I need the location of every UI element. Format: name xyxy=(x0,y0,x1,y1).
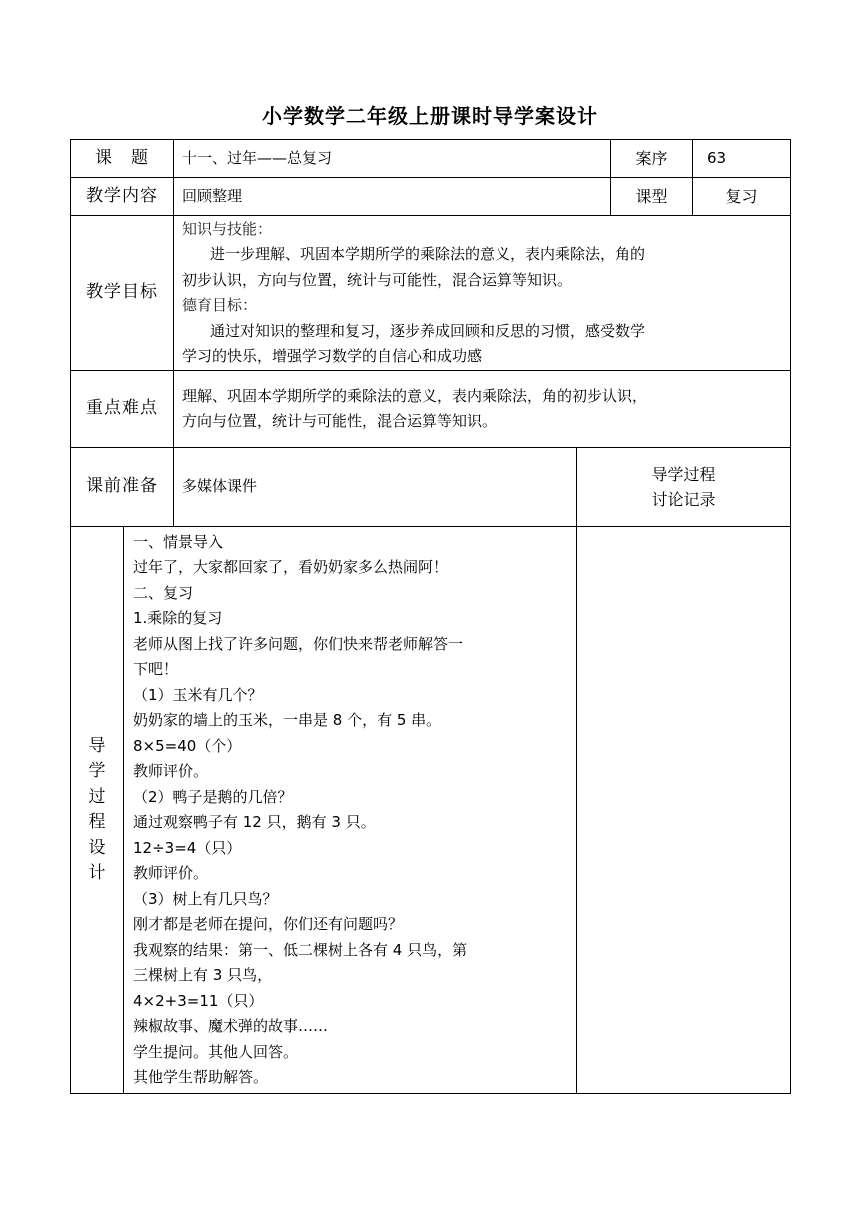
key-content xyxy=(174,371,791,448)
process-line: 老师从图上找了许多问题，你们快来帮老师解答一 xyxy=(133,634,464,653)
process-line: 教师评价。 xyxy=(133,762,209,780)
topic-label: 课 题 xyxy=(71,140,174,178)
key-row xyxy=(71,371,791,448)
type-label: 课型 xyxy=(611,178,693,216)
process-line: 学生提问。其他人回答。 xyxy=(133,1042,299,1061)
process-label xyxy=(71,527,124,1094)
key-line-2: 方向与位置，统计与可能性，混合运算等知识。 xyxy=(182,412,498,430)
moral-heading: 德育目标： xyxy=(182,296,258,314)
page-title: 小学数学二年级上册课时导学案设计 xyxy=(262,104,598,128)
process-line: 我观察的结果：第一、低二棵树上各有 4 只鸟，第 xyxy=(133,940,468,959)
knowledge-heading: 知识与技能： xyxy=(182,219,273,238)
process-line: 其他学生帮助解答。 xyxy=(133,1068,269,1086)
process-label-char: 计 xyxy=(88,863,106,883)
notes-heading-line-2: 讨论记录 xyxy=(651,490,716,509)
notes-heading xyxy=(577,448,791,527)
key-label: 重点难点 xyxy=(71,371,174,448)
process-line: 4×2+3=11（只） xyxy=(133,991,264,1010)
process-line: 刚才都是老师在提问，你们还有问题吗？ xyxy=(133,915,404,933)
topic-value: 十一、过年——总复习 xyxy=(174,140,611,178)
process-line: 教师评价。 xyxy=(133,864,209,882)
content-row xyxy=(71,178,791,216)
process-label-char: 学 xyxy=(88,761,106,781)
process-line: （2）鸭子是鹅的几倍？ xyxy=(133,787,293,806)
process-line: 三棵树上有 3 只鸟， xyxy=(133,966,273,984)
key-line-1: 理解、巩固本学期所学的乘除法的意义，表内乘除法，角的初步认识， xyxy=(182,386,648,405)
topic-row xyxy=(71,140,791,178)
process-line: 8×5=40（个） xyxy=(133,736,242,755)
process-line: 通过观察鸭子有 12 只，鹅有 3 只。 xyxy=(133,813,376,831)
process-line: 下吧！ xyxy=(133,660,179,678)
process-line: 1.乘除的复习 xyxy=(133,609,223,627)
prep-value: 多媒体课件 xyxy=(174,448,577,527)
discussion-notes-cell[interactable] xyxy=(577,527,791,1094)
process-line: 辣椒故事、魔术弹的故事…… xyxy=(133,1017,329,1035)
goals-row xyxy=(71,216,791,371)
prep-label: 课前准备 xyxy=(71,448,174,527)
process-line: 二、复习 xyxy=(133,583,194,602)
prep-row xyxy=(71,448,791,527)
process-content xyxy=(124,527,577,1094)
knowledge-line-2: 初步认识，方向与位置，统计与可能性，混合运算等知识。 xyxy=(182,270,573,289)
process-line: 奶奶家的墙上的玉米，一串是 8 个，有 5 串。 xyxy=(133,711,442,729)
goals-content xyxy=(174,216,791,371)
process-label-char: 设 xyxy=(88,837,106,858)
process-line: 12÷3=4（只） xyxy=(133,838,242,857)
process-line: 过年了，大家都回家了，看奶奶家多么热闹阿！ xyxy=(133,558,449,576)
content-label: 教学内容 xyxy=(71,178,174,216)
process-row xyxy=(71,527,791,1094)
seq-label: 案序 xyxy=(611,140,693,178)
notes-heading-line-1: 导学过程 xyxy=(651,464,716,484)
process-line: （1）玉米有几个？ xyxy=(133,685,263,704)
type-value: 复习 xyxy=(693,178,791,216)
process-line: 一、情景导入 xyxy=(133,532,224,551)
moral-line-1: 通过对知识的整理和复习，逐步养成回顾和反思的习惯，感受数学 xyxy=(210,321,646,340)
process-label-char: 过 xyxy=(88,786,106,807)
process-label-char: 程 xyxy=(88,812,106,832)
goals-label: 教学目标 xyxy=(71,216,174,371)
moral-line-2: 学习的快乐，增强学习数学的自信心和成功感 xyxy=(182,347,483,365)
knowledge-line-1: 进一步理解、巩固本学期所学的乘除法的意义，表内乘除法，角的 xyxy=(210,245,646,263)
process-label-char: 导 xyxy=(88,735,106,756)
process-line: （3）树上有几只鸟？ xyxy=(133,889,278,908)
lesson-plan-table xyxy=(70,139,791,1094)
seq-value: 63 xyxy=(693,140,791,178)
content-value: 回顾整理 xyxy=(174,178,611,216)
